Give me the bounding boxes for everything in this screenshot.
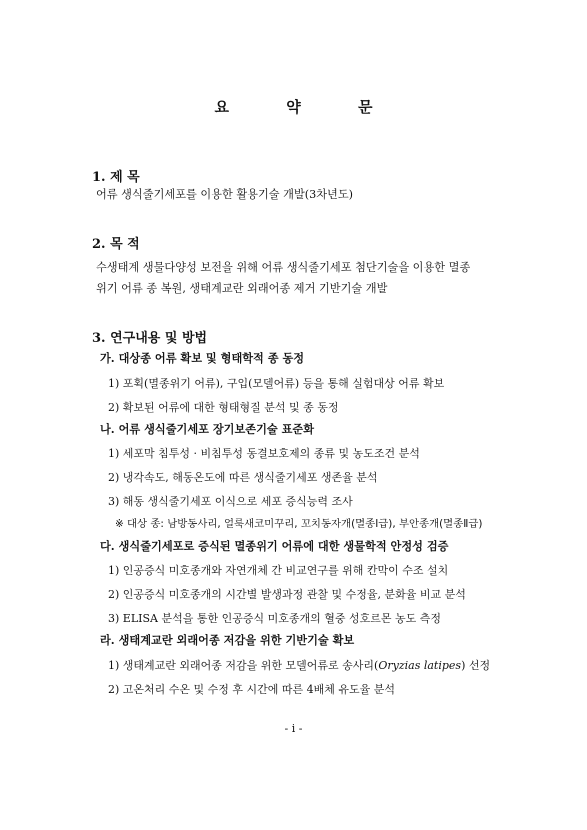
species-name: Oryzias latipes	[378, 659, 462, 672]
section-heading-title: 1. 제 목	[92, 170, 140, 185]
list-item-prefix: 1) 생태계교란 외래어종 저감을 위한 모델어류로 송사리(	[108, 659, 379, 672]
list-item: 1) 인공증식 미호종개와 자연개체 간 비교연구를 위해 칸막이 수조 설치	[108, 564, 449, 577]
purpose-line-2: 위기 어류 종 복원, 생태계교란 외래어종 제거 기반기술 개발	[96, 282, 388, 295]
list-item: 2) 냉각속도, 해동온도에 따른 생식줄기세포 생존율 분석	[108, 471, 378, 484]
list-item: 3) 해동 생식줄기세포 이식으로 세포 증식능력 조사	[108, 495, 353, 508]
list-item: 2) 인공증식 미호종개의 시간별 발생과정 관찰 및 수정율, 분화율 비교 분석	[108, 588, 466, 601]
list-item: 2) 확보된 어류에 대한 형태형질 분석 및 종 동정	[108, 401, 339, 414]
page-title: 요 약 문	[214, 98, 399, 116]
purpose-line-1: 수생태계 생물다양성 보전을 위해 어류 생식줄기세포 첨단기술을 이용한 멸종	[96, 261, 471, 274]
subsection-heading-na: 나. 어류 생식줄기세포 장기보존기술 표준화	[100, 422, 315, 436]
section-heading-purpose: 2. 목 적	[92, 237, 140, 252]
list-item: 2) 고온처리 수온 및 수정 후 시간에 따른 4배체 유도율 분석	[108, 683, 396, 696]
list-item: 3) ELISA 분석을 통한 인공증식 미호종개의 혈중 성호르몬 농도 측정	[108, 612, 441, 625]
list-item	[108, 657, 490, 673]
page-number: - i -	[284, 722, 303, 735]
subsection-heading-ga: 가. 대상종 어류 확보 및 형태학적 종 동정	[100, 351, 305, 365]
list-item: 1) 세포막 침투성 · 비침투성 동결보호제의 종류 및 농도조건 분석	[108, 447, 420, 460]
list-item: 1) 포획(멸종위기 어류), 구입(모델어류) 등을 통해 실험대상 어류 확보	[108, 377, 445, 390]
subsection-heading-ra: 라. 생태계교란 외래어종 저감을 위한 기반기술 확보	[100, 633, 355, 647]
section-heading-methods: 3. 연구내용 및 방법	[92, 331, 208, 346]
subsection-heading-da: 다. 생식줄기세포로 증식된 멸종위기 어류에 대한 생물학적 안정성 검증	[100, 539, 449, 553]
section-text-title: 어류 생식줄기세포를 이용한 활용기술 개발(3차년도)	[96, 188, 354, 201]
list-item-suffix: ) 선정	[461, 659, 491, 672]
species-note: ※ 대상 종: 남방동사리, 얼룩새코미꾸리, 꼬치동자개(멸종Ⅰ급), 부안종개(멸종Ⅱ급)	[115, 518, 483, 530]
